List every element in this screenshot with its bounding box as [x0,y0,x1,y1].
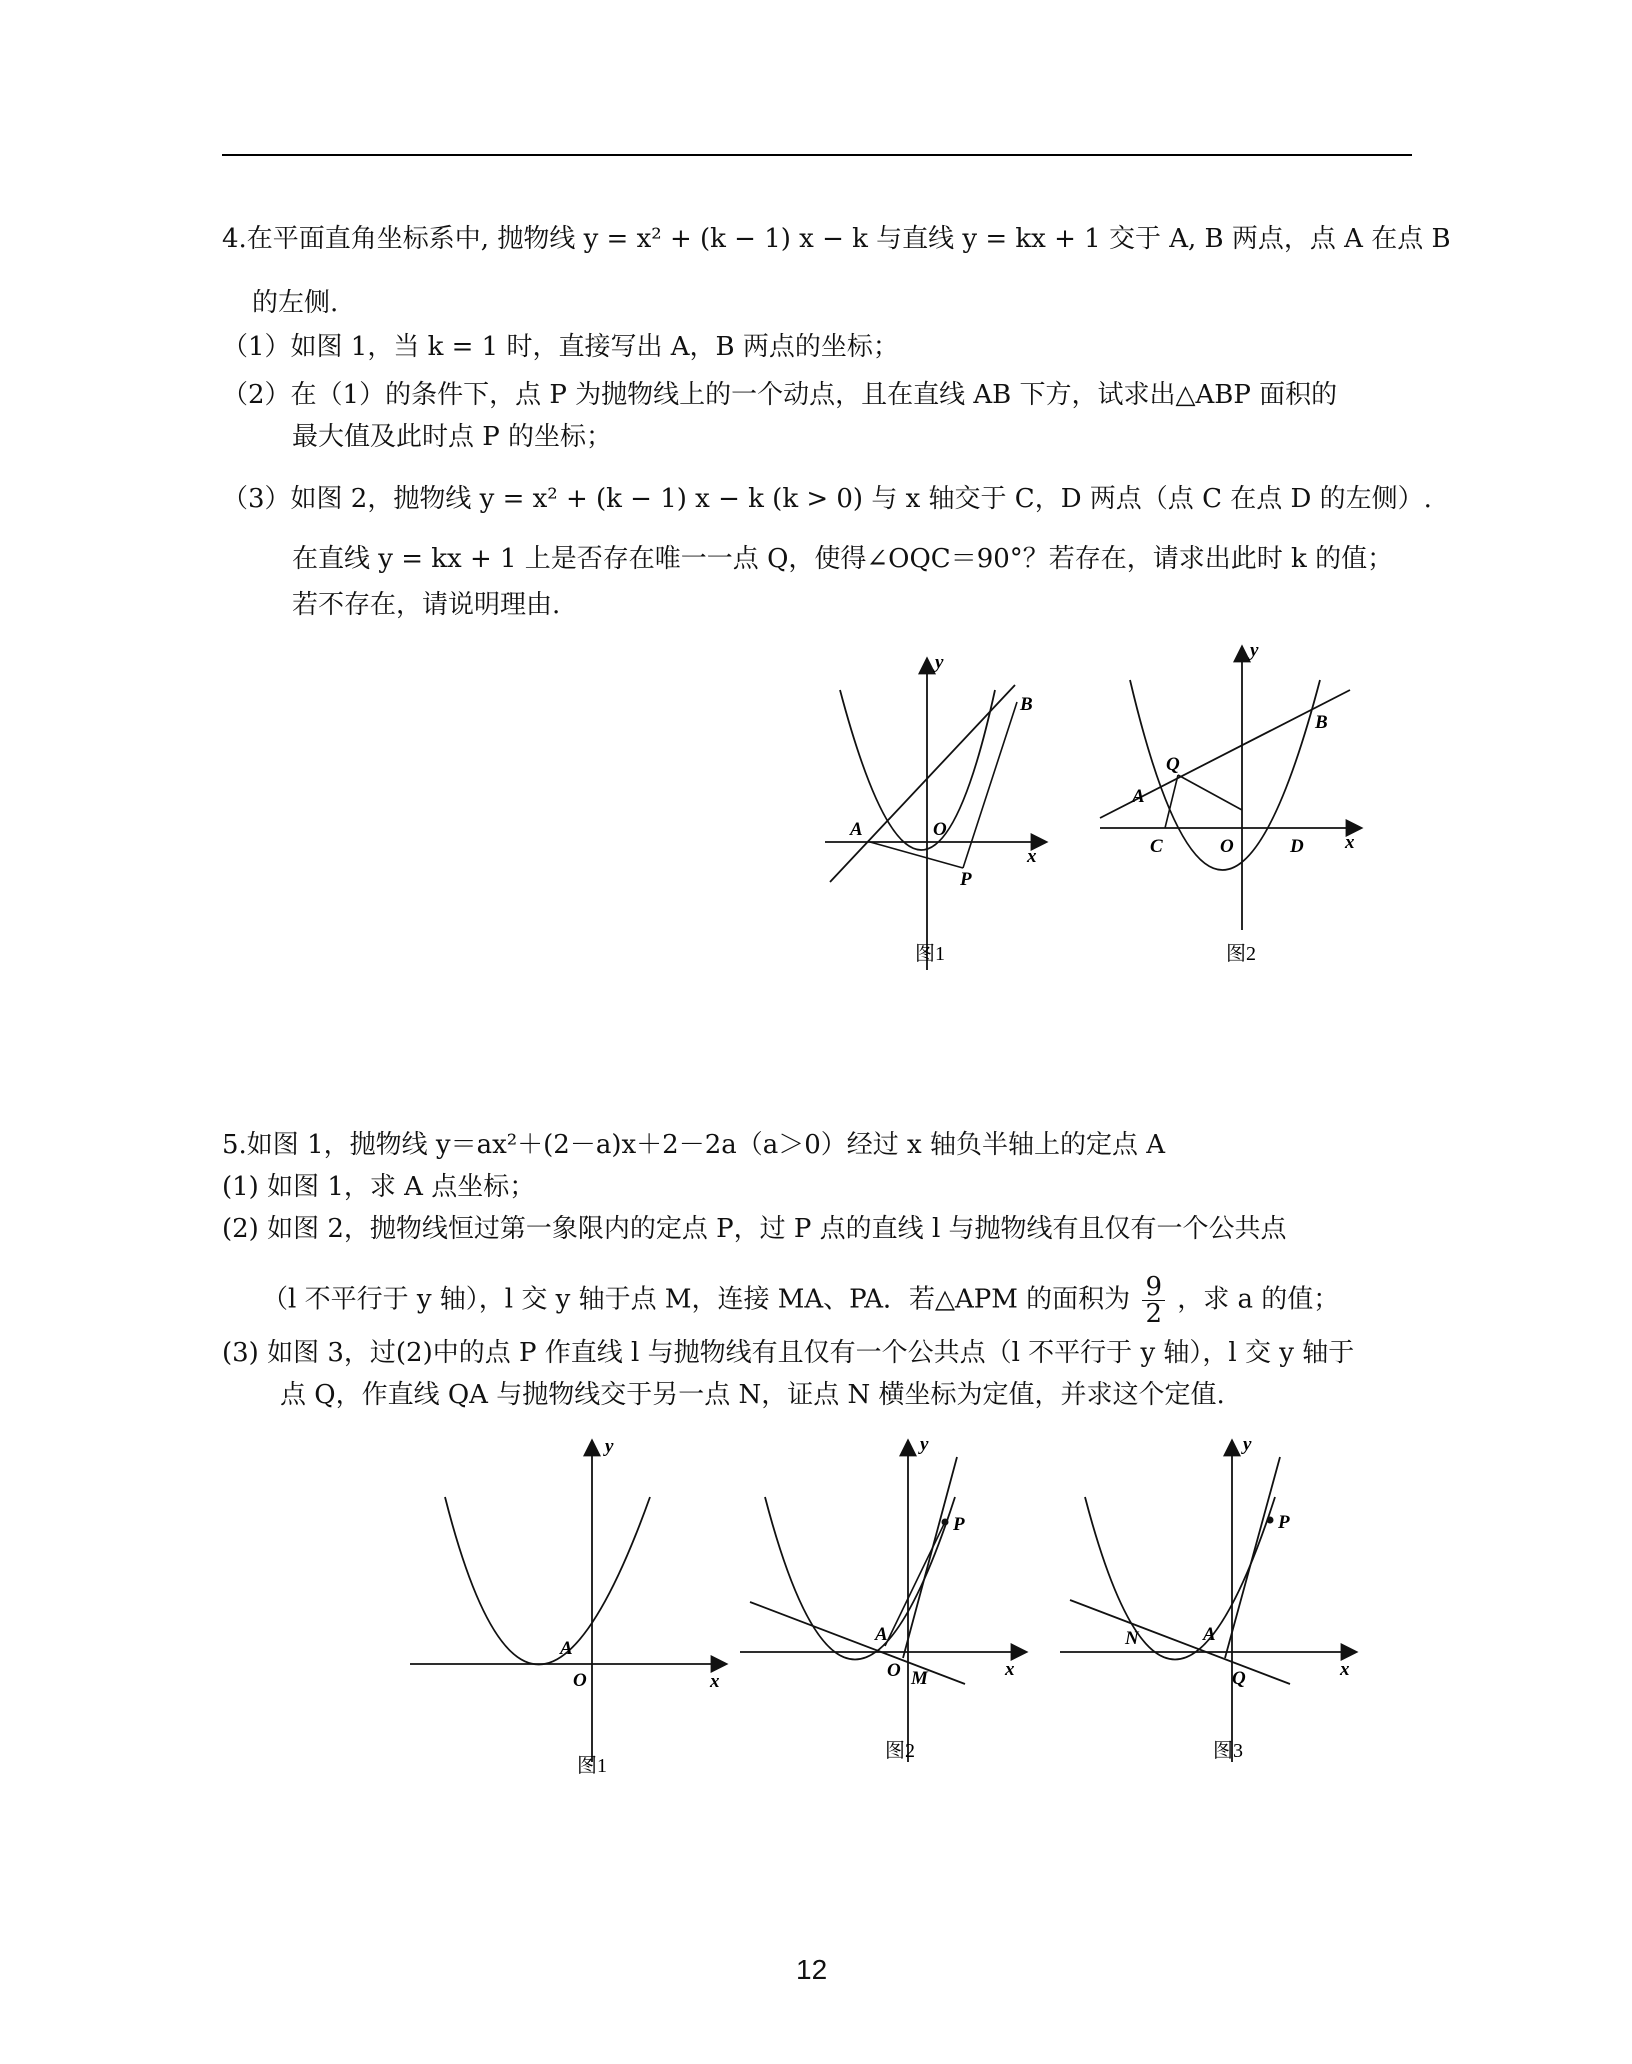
line-l [1225,1457,1280,1658]
p5-q2b-pre: （l 不平行于 y 轴），l 交 y 轴于点 M，连接 MA、PA．若△APM 的面积为 [262,1284,1131,1315]
segment-pb [963,702,1017,868]
label-q: Q [1166,754,1180,775]
line-ab [830,685,1015,882]
label-b: B [1315,712,1328,733]
p5-q3b: 点 Q，作直线 QA 与抛物线交于另一点 N，证点 N 横坐标为定值，并求这个定值. [280,1380,1225,1410]
label-d: D [1290,836,1304,857]
label-x: x [1340,1659,1350,1680]
label-p: P [953,1514,965,1535]
label-a: A [875,1624,888,1645]
label-x: x [710,1671,720,1692]
fraction [1142,1274,1165,1327]
p5-figure-2 [735,1432,1040,1782]
parabola [840,690,995,850]
p4-line2: 的左侧. [252,288,339,318]
point-p [1267,1517,1274,1524]
label-y: y [1243,1434,1252,1455]
p5-q3a: (3) 如图 3，过(2)中的点 P 作直线 l 与抛物线有且仅有一个公共点（l 不平行于 y 轴），l 交 y 轴于 [222,1338,1355,1368]
label-a: A [1203,1624,1216,1645]
p5-line1: 5.如图 1，抛物线 y＝ax²＋(2－a)x＋2－2a（a＞0）经过 x 轴负半轴上的定点 A [222,1130,1166,1160]
label-y: y [1250,640,1259,661]
label-y: y [920,1434,929,1455]
p5-figure-1 [405,1432,735,1782]
label-m: M [911,1668,928,1689]
caption: 图1 [577,1755,607,1777]
line-ma [750,1602,965,1684]
label-o: O [1220,836,1234,857]
parabola [445,1497,650,1665]
label-o: O [933,819,947,840]
header-rule [222,154,1412,156]
segment-pa [885,1522,945,1646]
label-n: N [1125,1628,1139,1649]
p4-figure-1 [815,650,1055,980]
label-y: y [605,1436,614,1457]
segment-qo [1178,775,1242,810]
p4-figure-2 [1090,640,1370,980]
point-p [942,1519,949,1526]
p5-q1: (1) 如图 1，求 A 点坐标； [222,1172,536,1202]
caption: 图2 [1226,943,1256,965]
fraction-denominator: 2 [1145,1299,1162,1329]
segment-ap [870,842,963,868]
p4-line1: 4.在平面直角坐标系中, 抛物线 y = x² + (k − 1) x − k 与直线 y = kx + 1 交于 A, B 两点，点 A 在点 B [222,224,1451,254]
label-x: x [1005,1659,1015,1680]
label-q: Q [1232,1668,1246,1689]
p5-q2b [262,1274,1339,1327]
caption: 图1 [915,943,945,965]
label-b: B [1020,694,1033,715]
line-qa [1070,1600,1290,1684]
p4-q2b: 最大值及此时点 P 的坐标； [292,422,613,452]
line-l [903,1457,957,1658]
p4-q3b: 在直线 y = kx + 1 上是否存在唯一一点 Q，使得∠OQC＝90°？若存在，请求出此时 k 的值； [292,544,1394,574]
caption: 图2 [885,1740,915,1762]
label-a: A [560,1638,573,1659]
p5-q2b-post: ，求 a 的值； [1177,1284,1340,1315]
label-x: x [1345,832,1355,853]
label-a: A [850,819,863,840]
page-number: 12 [796,1954,828,1985]
label-a: A [1132,786,1145,807]
p4-q3a: （3）如图 2，抛物线 y = x² + (k − 1) x − k (k > 0) 与 x 轴交于 C，D 两点（点 C 在点 D 的左侧）. [222,484,1432,514]
p4-q1: （1）如图 1，当 k = 1 时，直接写出 A，B 两点的坐标； [222,332,899,362]
p5-q2a: (2) 如图 2，抛物线恒过第一象限内的定点 P，过 P 点的直线 l 与抛物线有且仅有一个公共点 [222,1214,1287,1244]
label-o: O [573,1670,587,1691]
label-x: x [1027,846,1037,867]
fraction-numerator: 9 [1142,1274,1165,1301]
p4-q2a: （2）在（1）的条件下，点 P 为抛物线上的一个动点，且在直线 AB 下方，试求出△ABP 面积的 [222,380,1338,410]
label-c: C [1150,836,1163,857]
label-p: P [960,869,972,890]
p5-figure-3 [1055,1432,1365,1782]
label-p: P [1278,1512,1290,1533]
parabola [765,1497,955,1660]
p4-q3c: 若不存在，请说明理由. [292,590,561,620]
label-o: O [887,1660,901,1681]
caption: 图3 [1213,1740,1243,1762]
label-y: y [935,652,944,673]
